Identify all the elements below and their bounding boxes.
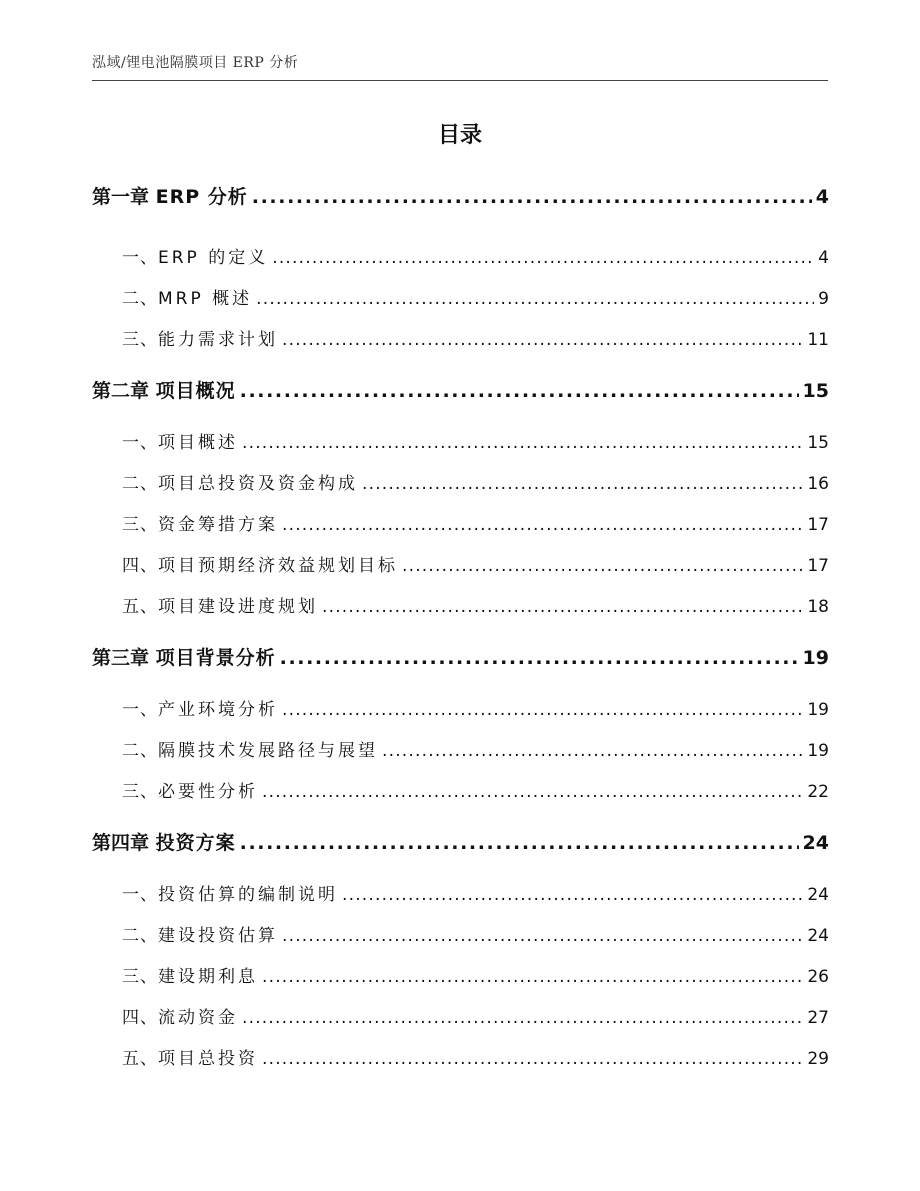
toc-page-number: 9 xyxy=(818,289,829,309)
toc-leader-dots xyxy=(272,246,814,270)
toc-page-number: 18 xyxy=(807,597,829,617)
toc-section-label: 投资估算的编制说明 xyxy=(158,885,338,905)
toc-page-number: 4 xyxy=(815,186,829,208)
toc-section-number: 一、 xyxy=(122,248,158,268)
toc-section-4-1[interactable] xyxy=(92,883,829,907)
toc-page-number: 4 xyxy=(818,248,829,268)
toc-section-number: 四、 xyxy=(122,1008,158,1028)
toc-page-number: 17 xyxy=(807,515,829,535)
toc-chapter-label: ERP 分析 xyxy=(155,186,248,208)
toc-chapter-4[interactable] xyxy=(92,829,829,857)
toc-leader-dots xyxy=(342,883,803,907)
toc-section-label: 能力需求计划 xyxy=(158,330,278,350)
toc-section-label: 项目概述 xyxy=(158,433,238,453)
toc-page-number: 19 xyxy=(807,700,829,720)
toc-section-number: 三、 xyxy=(122,515,158,535)
toc-section-4-2[interactable] xyxy=(92,924,829,948)
toc-section-number: 三、 xyxy=(122,330,158,350)
toc-chapter-label: 项目背景分析 xyxy=(155,647,276,669)
toc-page-number: 22 xyxy=(807,782,829,802)
toc-chapter-number: 第四章 xyxy=(92,832,150,854)
toc-section-number: 一、 xyxy=(122,433,158,453)
toc-section-label: 项目预期经济效益规划目标 xyxy=(158,556,398,576)
toc-chapter-2[interactable] xyxy=(92,377,829,405)
toc-leader-dots xyxy=(282,513,803,537)
toc-page-number: 24 xyxy=(807,885,829,905)
toc-section-number: 二、 xyxy=(122,289,158,309)
toc-leader-dots xyxy=(382,739,803,763)
toc-section-number: 一、 xyxy=(122,700,158,720)
toc-page-number: 19 xyxy=(802,647,829,669)
running-header: 泓域/锂电池隔膜项目 ERP 分析 xyxy=(92,55,299,71)
toc-leader-dots xyxy=(256,287,814,311)
toc-section-label: 项目总投资及资金构成 xyxy=(158,474,358,494)
toc-section-number: 五、 xyxy=(122,597,158,617)
toc-section-3-1[interactable] xyxy=(92,698,829,722)
toc-section-label: 建设期利息 xyxy=(158,967,258,987)
toc-leader-dots xyxy=(242,1006,803,1030)
toc-section-2-1[interactable] xyxy=(92,431,829,455)
toc-section-3-2[interactable] xyxy=(92,739,829,763)
toc-section-2-2[interactable] xyxy=(92,472,829,496)
toc-section-2-5[interactable] xyxy=(92,595,829,619)
toc-chapter-label: 投资方案 xyxy=(155,832,236,854)
toc-page-number: 24 xyxy=(807,926,829,946)
toc-page-number: 15 xyxy=(807,433,829,453)
toc-section-label: 项目建设进度规划 xyxy=(158,597,318,617)
toc-section-label: ERP 的定义 xyxy=(158,248,269,268)
toc-page-number: 16 xyxy=(807,474,829,494)
toc-section-number: 二、 xyxy=(122,926,158,946)
toc-leader-dots xyxy=(280,644,799,672)
toc-leader-dots xyxy=(282,924,803,948)
toc-section-4-5[interactable] xyxy=(92,1047,829,1071)
toc-section-number: 五、 xyxy=(122,1049,158,1069)
toc-section-label: 必要性分析 xyxy=(158,782,258,802)
toc-page-number: 26 xyxy=(807,967,829,987)
toc-section-2-3[interactable] xyxy=(92,513,829,537)
toc-chapter-label: 项目概况 xyxy=(155,380,236,402)
toc-chapter-number: 第二章 xyxy=(92,380,150,402)
toc-section-label: 产业环境分析 xyxy=(158,700,278,720)
toc-page-number: 27 xyxy=(807,1008,829,1028)
toc-leader-dots xyxy=(240,377,799,405)
toc-section-number: 一、 xyxy=(122,885,158,905)
toc-leader-dots xyxy=(240,829,799,857)
toc-leader-dots xyxy=(322,595,803,619)
toc-section-number: 二、 xyxy=(122,474,158,494)
toc-section-number: 二、 xyxy=(122,741,158,761)
toc-section-4-3[interactable] xyxy=(92,965,829,989)
toc-section-label: 建设投资估算 xyxy=(158,926,278,946)
toc-page-number: 15 xyxy=(802,380,829,402)
toc-section-3-3[interactable] xyxy=(92,780,829,804)
toc-leader-dots xyxy=(242,431,803,455)
toc-page-number: 19 xyxy=(807,741,829,761)
toc-leader-dots xyxy=(262,780,803,804)
toc-leader-dots xyxy=(262,965,803,989)
toc-chapter-number: 第一章 xyxy=(92,186,150,208)
toc-section-2-4[interactable] xyxy=(92,554,829,578)
toc-chapter-1[interactable] xyxy=(92,183,829,211)
toc-section-4-4[interactable] xyxy=(92,1006,829,1030)
toc-chapter-number: 第三章 xyxy=(92,647,150,669)
toc-section-1-2[interactable] xyxy=(92,287,829,311)
toc-title: 目录 xyxy=(437,123,482,148)
header-divider xyxy=(92,80,828,81)
toc-section-label: MRP 概述 xyxy=(158,289,253,309)
toc-section-1-1[interactable] xyxy=(92,246,829,270)
toc-leader-dots xyxy=(262,1047,803,1071)
toc-leader-dots xyxy=(252,183,812,211)
toc-section-label: 流动资金 xyxy=(158,1008,238,1028)
toc-leader-dots xyxy=(282,328,803,352)
toc-page-number: 24 xyxy=(802,832,829,854)
toc-leader-dots xyxy=(362,472,803,496)
toc-section-label: 项目总投资 xyxy=(158,1049,258,1069)
toc-leader-dots xyxy=(282,698,803,722)
toc-page-number: 17 xyxy=(807,556,829,576)
toc-section-number: 三、 xyxy=(122,967,158,987)
toc-page-number: 11 xyxy=(807,330,829,350)
toc-section-number: 三、 xyxy=(122,782,158,802)
toc-page-number: 29 xyxy=(807,1049,829,1069)
toc-leader-dots xyxy=(402,554,803,578)
toc-chapter-3[interactable] xyxy=(92,644,829,672)
toc-section-label: 隔膜技术发展路径与展望 xyxy=(158,741,378,761)
toc-section-label: 资金筹措方案 xyxy=(158,515,278,535)
toc-section-1-3[interactable] xyxy=(92,328,829,352)
toc-section-number: 四、 xyxy=(122,556,158,576)
